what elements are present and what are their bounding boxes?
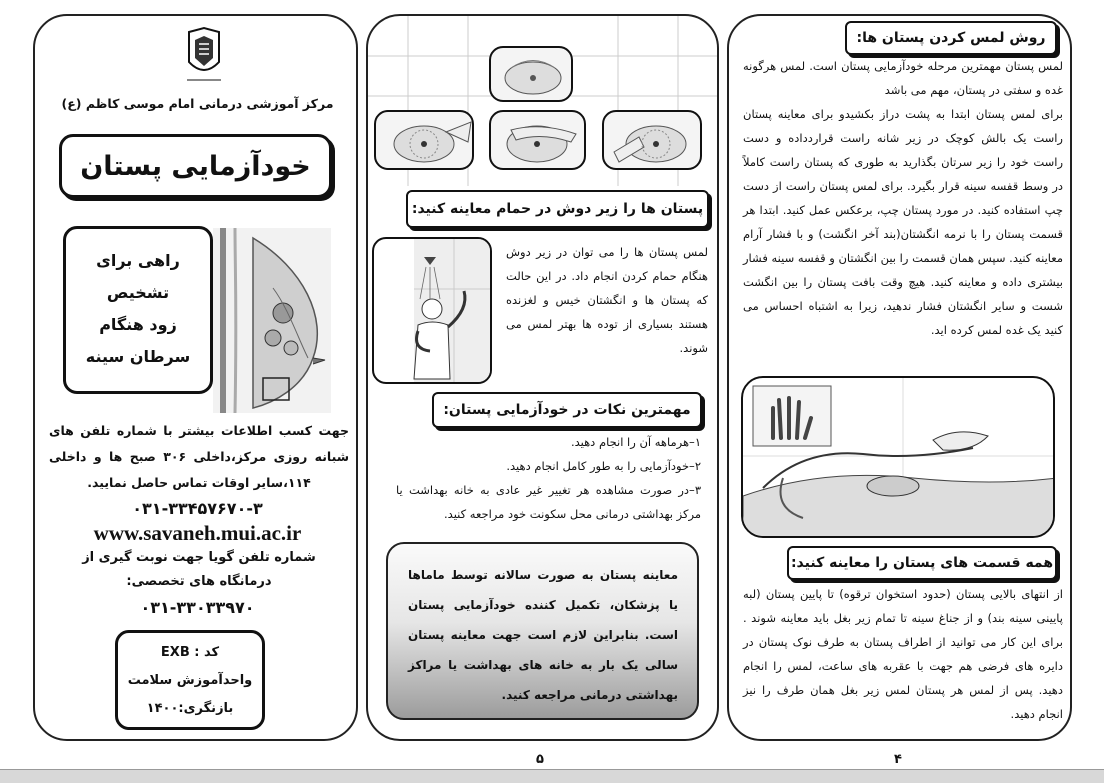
subtitle-line-1: راهی برای (96, 251, 180, 270)
contact-info: جهت کسب اطلاعات بیشتر با شماره تلفن های شبانه روزی مرکز،داخلی ۳۰۶ صبح ها و داخلی ۱۱۴،سایر اوقات تماس حاصل نمایید. (49, 423, 349, 490)
exam-image-right (602, 110, 702, 170)
page-number-4: ۴ (894, 752, 902, 767)
title-box (59, 134, 332, 198)
bottom-strip (0, 769, 1104, 783)
doc-code: کد : EXB (160, 645, 220, 660)
appointment-info: شماره تلفن گویا جهت نوبت گیری از درمانگاه های تخصصی: (82, 550, 316, 589)
page-number-5: ۵ (536, 752, 544, 767)
middle-panel (366, 14, 719, 741)
tip-item: ۱–هرماهه آن را انجام دهید. (570, 435, 701, 449)
code-box (115, 630, 265, 730)
cover-panel (33, 14, 358, 741)
exam-image-left (374, 110, 474, 170)
health-unit: واحدآموزش سلامت (127, 673, 253, 688)
tip-item: ۳–در صورت مشاهده هر تغییر غیر عادی به خانه بهداشت یا مرکز بهداشتی درمانی محل سکونت خود مراجعه کنید. (396, 483, 701, 521)
institution-name: مرکز آموزشی درمانی امام موسی کاظم (ع) (61, 96, 334, 111)
all-areas-heading: همه قسمت های پستان را معاینه کنید: (790, 555, 1054, 571)
tips-list (396, 430, 701, 526)
subtitle-box (63, 226, 213, 394)
tip-item: ۲–خودآزمایی را به طور کامل انجام دهید. (506, 459, 701, 473)
right-panel (727, 14, 1072, 741)
subtitle-line-4: سرطان سینه (85, 347, 191, 366)
revision-date: بازنگری:۱۴۰۰ (146, 701, 234, 716)
brochure-title: خودآزمایی پستان (80, 150, 311, 182)
website-link[interactable]: www.savaneh.mui.ac.ir (93, 521, 302, 545)
annual-exam-note-box (386, 542, 699, 720)
phone-number-1: ۰۳۱-۳۳۴۵۷۶۷۰-۳ (132, 499, 263, 518)
palpation-intro: لمس پستان مهمترین مرحله خودآزمایی پستان است. لمس هرگونه غده و سفتی در پستان، مهم می باشد (743, 59, 1063, 97)
exam-image-center (489, 110, 586, 170)
palpation-heading-box (845, 21, 1057, 55)
palpation-heading: روش لمس کردن پستان ها: (856, 30, 1046, 46)
shower-heading-box (406, 190, 709, 228)
subtitle-line-2: تشخیص (106, 283, 170, 302)
university-logo (181, 22, 227, 86)
shower-text: لمس پستان ها را می توان در زیر دوش هنگام حمام کردن انجام داد. در این حالت که پستان ها و انگشتان خیس و لغزنده هستند بسیاری از توده ها بهتر لمس می شوند. (506, 245, 708, 355)
exam-image-top (489, 46, 573, 102)
phone-number-2: ۰۳۱-۳۳۰۳۳۹۷۰ (140, 598, 255, 617)
palpation-method: برای لمس پستان ابتدا به پشت دراز بکشیدو برای معاینه پستان راست یک بالش کوچک در زیر شانه راست قراردداده و دست راست خود را زیر سرتان بگذارید به طوری که پستان راست کاملاً در وسط قفسه سینه قرار بگیرد. برای لمس پستان راست از دست چپ استفاده کنید. در مورد پستان چپ، برعکس عمل کنید. ابتدا هر قسمت پستان را با نرمه انگشتان(بند آخر انگشت) و با فشار آرام معاینه کنید. سپس همان قسمت را بین انگشتان و قفسه سینه فشار بیشتری داده و معاینه کنید. هیچ وقت بافت پستان را بین انگشت شست و سایر انگشتان فشار ندهید، زیرا به اشتباه احساس می کنید یک غده لمس کرده اید. (743, 107, 1063, 337)
all-areas-text: از انتهای بالایی پستان (حدود استخوان ترقوه) تا پایین پستان (لبه پایینی سینه بند) و از جناغ سینه تا تمام زیر بغل باید معاینه شوند . برای این کار می توانید از اطراف پستان به طرف نوک پستان در دایره های فرضی هم جهت با عقربه های ساعت، لمس را انجام دهید. پس از لمس هر پستان لمس زیر بغل همان طرف را نیز انجام دهید. (743, 587, 1063, 721)
annual-exam-note: معاینه پستان به صورت سالانه توسط ماماها یا پزشکان، تکمیل کننده خودآزمایی پستان است. بنابراین لازم است جهت معاینه پستان سالی یک بار به خانه های بهداشت یا مراکز بهداشتی درمانی مراجعه کنید. (408, 568, 678, 702)
all-areas-heading-box (787, 546, 1057, 580)
lying-exam-illustration (741, 376, 1055, 538)
tips-heading-box (432, 392, 702, 428)
tips-heading: مهمترین نکات در خودآزمایی پستان: (443, 402, 691, 418)
breast-anatomy-illustration (213, 228, 331, 413)
subtitle-line-3: زود هنگام (99, 315, 177, 334)
shower-heading: پستان ها را زیر دوش در حمام معاینه کنید: (411, 201, 704, 217)
shower-illustration (372, 237, 492, 384)
